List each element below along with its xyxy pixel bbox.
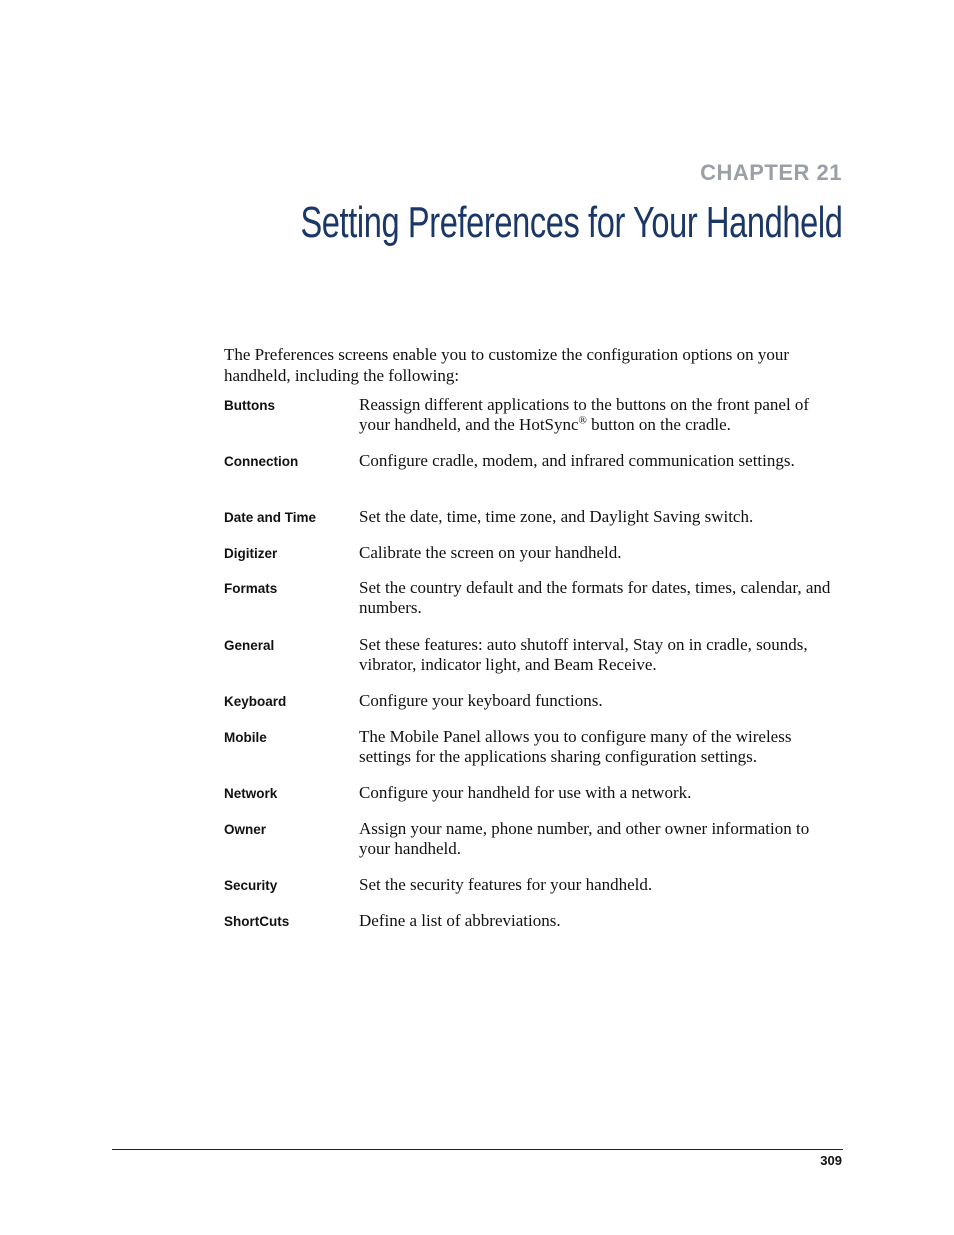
pref-description: Assign your name, phone number, and other owner information to your handheld. <box>359 819 810 858</box>
pref-term: Network <box>224 786 278 801</box>
pref-row-mobile <box>224 727 844 783</box>
pref-row-formats <box>224 578 844 635</box>
pref-row-keyboard <box>224 691 844 727</box>
preferences-list <box>224 395 844 947</box>
pref-row-digitizer <box>224 543 844 578</box>
pref-description <box>359 395 844 451</box>
pref-description-text: button on the cradle. <box>586 415 731 434</box>
pref-term: Buttons <box>224 398 275 413</box>
pref-description: Set the date, time, time zone, and Daylight Saving switch. <box>359 507 754 526</box>
pref-term: Formats <box>224 581 278 596</box>
pref-row-security <box>224 875 844 911</box>
pref-description: Set the security features for your handheld. <box>359 875 653 894</box>
pref-description: Configure your handheld for use with a network. <box>359 783 692 802</box>
pref-row-owner <box>224 819 844 875</box>
pref-description-text: Reassign different applications to the buttons on the front panel of your handheld, and the HotSync <box>359 395 810 434</box>
chapter-label: CHAPTER 21 <box>700 160 842 185</box>
pref-term: Mobile <box>224 730 267 745</box>
intro-paragraph: The Preferences screens enable you to customize the configuration options on your handheld, including the following: <box>224 345 790 385</box>
pref-term: Security <box>224 878 278 893</box>
chapter-title: Setting Preferences for Your Handheld <box>299 198 842 247</box>
pref-description: Configure cradle, modem, and infrared communication settings. <box>359 451 795 470</box>
pref-description: Set these features: auto shutoff interval, Stay on in cradle, sounds, vibrator, indicator light, and Beam Receive. <box>359 635 808 674</box>
pref-description: Calibrate the screen on your handheld. <box>359 543 622 562</box>
pref-row-buttons <box>224 395 844 451</box>
pref-term: Owner <box>224 822 267 837</box>
pref-term: General <box>224 638 275 653</box>
pref-row-connection <box>224 451 844 507</box>
page-number: 309 <box>820 1153 842 1168</box>
pref-description: Configure your keyboard functions. <box>359 691 603 710</box>
pref-term: Digitizer <box>224 546 278 561</box>
pref-row-network <box>224 783 844 819</box>
pref-row-general <box>224 635 844 691</box>
footer-divider <box>112 1149 843 1150</box>
pref-description: The Mobile Panel allows you to configure many of the wireless settings for the applications sharing configuration settings. <box>359 727 792 766</box>
pref-row-shortcuts <box>224 911 844 947</box>
pref-term: Keyboard <box>224 694 287 709</box>
pref-term: Date and Time <box>224 510 317 525</box>
pref-term: Connection <box>224 454 299 469</box>
pref-row-date-and-time <box>224 507 844 543</box>
pref-description: Set the country default and the formats for dates, times, calendar, and numbers. <box>359 578 831 617</box>
registered-mark: ® <box>578 414 587 427</box>
pref-term: ShortCuts <box>224 914 290 929</box>
pref-description: Define a list of abbreviations. <box>359 911 561 930</box>
